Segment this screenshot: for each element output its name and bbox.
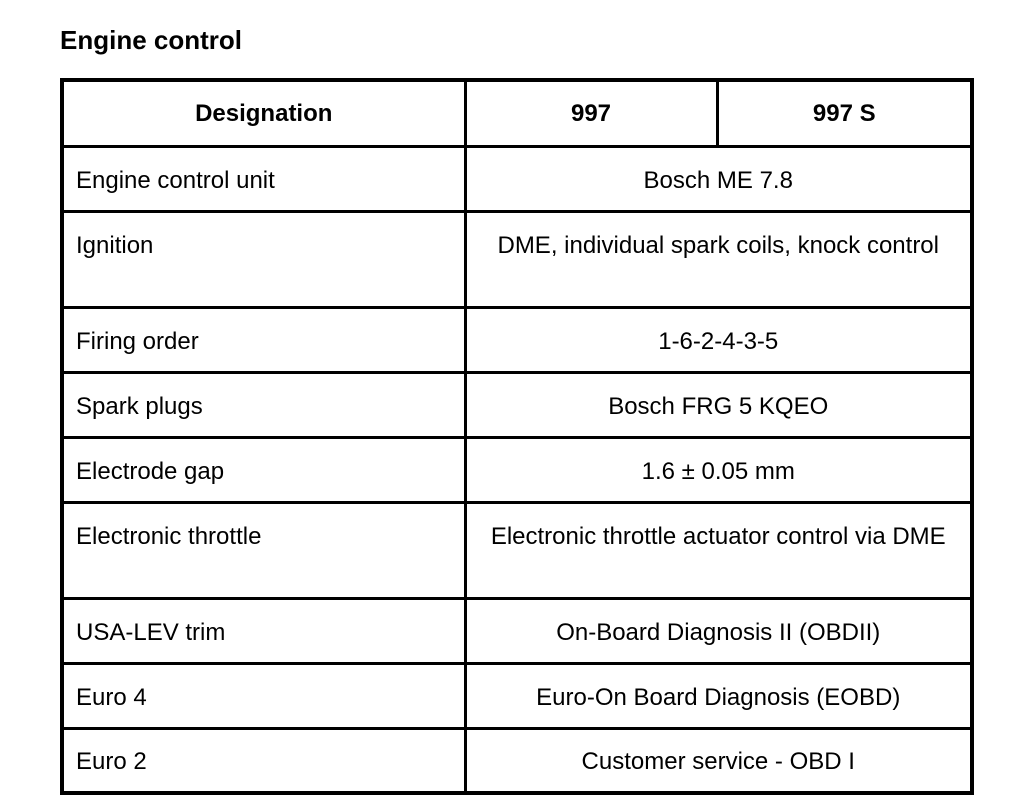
row-designation: Firing order [62, 307, 465, 372]
row-value: Bosch FRG 5 KQEO [465, 372, 972, 437]
table-row [62, 307, 972, 372]
row-value: Customer service - OBD I [465, 728, 972, 793]
row-designation: Euro 2 [62, 728, 465, 793]
row-designation: Euro 4 [62, 663, 465, 728]
row-value: DME, individual spark coils, knock control [465, 211, 972, 307]
table-row [62, 598, 972, 663]
table-row [62, 663, 972, 728]
row-value: 1-6-2-4-3-5 [465, 307, 972, 372]
row-value: On-Board Diagnosis II (OBDII) [465, 598, 972, 663]
row-designation: Spark plugs [62, 372, 465, 437]
table-row [62, 372, 972, 437]
row-value: Euro-On Board Diagnosis (EOBD) [465, 663, 972, 728]
row-designation: Electrode gap [62, 437, 465, 502]
table-row [62, 437, 972, 502]
header-designation: Designation [62, 80, 465, 146]
table-row [62, 502, 972, 598]
row-designation: Electronic throttle [62, 502, 465, 598]
table-row [62, 728, 972, 793]
table-row [62, 211, 972, 307]
engine-control-table [60, 78, 974, 795]
page-title: Engine control [60, 25, 242, 55]
row-designation: Engine control unit [62, 146, 465, 211]
row-value: Electronic throttle actuator control via DME [465, 502, 972, 598]
row-designation: USA-LEV trim [62, 598, 465, 663]
row-value: 1.6 ± 0.05 mm [465, 437, 972, 502]
row-designation: Ignition [62, 211, 465, 307]
table-header-row [62, 80, 972, 146]
row-value: Bosch ME 7.8 [465, 146, 972, 211]
header-997: 997 [465, 80, 717, 146]
table-row [62, 146, 972, 211]
header-997s: 997 S [717, 80, 972, 146]
